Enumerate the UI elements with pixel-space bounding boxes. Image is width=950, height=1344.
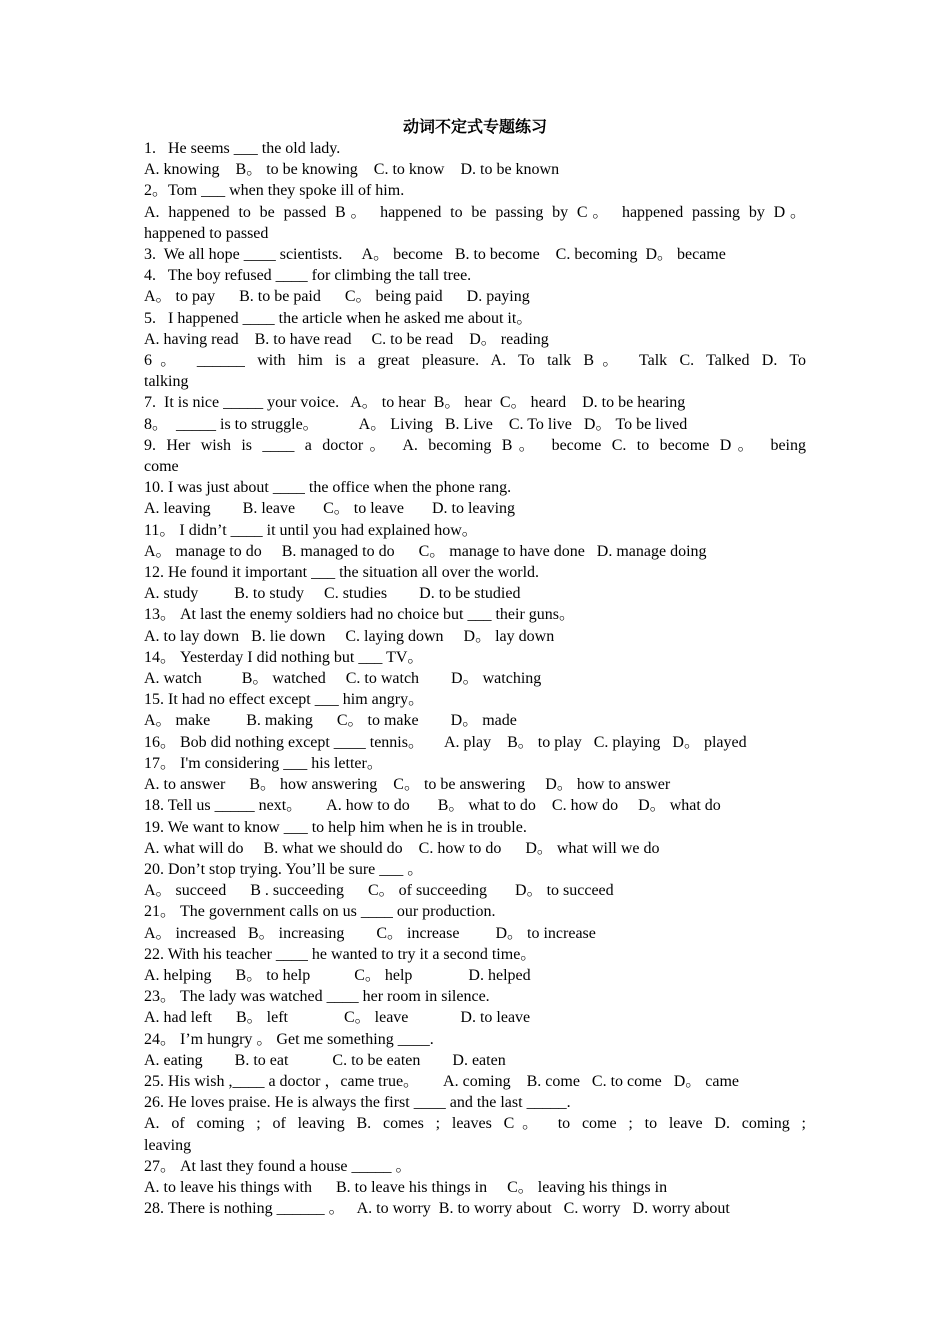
- text-line: A. helping B。 to help C。 help D. helped: [144, 966, 531, 984]
- text-line: 20. Don’t stop trying. You’ll be sure ___ 。: [144, 860, 424, 878]
- text-line: come: [144, 458, 179, 476]
- page-title: 动词不定式专题练习: [402, 117, 547, 136]
- text-line: A. to lay down B. lie down C. laying down D。 lay down: [144, 627, 555, 645]
- text-line: A. eating B. to eat C. to be eaten D. eaten: [144, 1051, 506, 1069]
- text-line: A。 increased B。 increasing C。 increase D。 to increase: [144, 924, 596, 942]
- text-line: 25. His wish ,____ a doctor ，came true。 A. coming B. come C. to come D。 came: [144, 1072, 739, 1090]
- text-line: 15. It had no effect except ___ him angry。: [144, 691, 425, 709]
- text-line: leaving: [144, 1136, 192, 1154]
- worksheet-page: [144, 116, 806, 1219]
- text-line: talking: [144, 373, 189, 391]
- text-line: 23。 The lady was watched ____ her room in silence.: [144, 988, 490, 1006]
- text-line: A. having read B. to have read C. to be read D。 reading: [144, 330, 549, 348]
- text-line: A. happened to be passed B。 happened to be passing by C。 happened passing by D。: [144, 203, 806, 221]
- text-line: 3. We all hope ____ scientists. A。 become B. to become C. becoming D。 became: [144, 246, 726, 264]
- text-line: 9. Her wish is ____ a doctor。 A. becoming B。 become C. to become D。 being: [144, 436, 806, 454]
- text-line: A. knowing B。 to be knowing C. to know D. to be known: [144, 161, 560, 179]
- text-line: A. leaving B. leave C。 to leave D. to leaving: [144, 500, 516, 518]
- text-line: 22. With his teacher ____ he wanted to try it a second time。: [144, 945, 537, 963]
- text-line: 24。 I’m hungry 。 Get me something ____.: [144, 1030, 434, 1048]
- text-line: 8。 _____ is to struggle。 A。 Living B. Live C. To live D。 To be lived: [144, 415, 688, 433]
- text-line: 19. We want to know ___ to help him when he is in trouble.: [144, 818, 527, 836]
- question-list: [144, 138, 806, 1219]
- text-line: A. had left B。 left C。 leave D. to leave: [144, 1009, 531, 1027]
- text-line: A. study B. to study C. studies D. to be studied: [144, 585, 521, 603]
- text-line: 7. It is nice _____ your voice. A。 to hear B。 hear C。 heard D. to be hearing: [144, 394, 686, 412]
- text-line: A。 to pay B. to be paid C。 being paid D. paying: [144, 288, 530, 306]
- text-line: 27。 At last they found a house _____ 。: [144, 1157, 412, 1175]
- text-line: A. to answer B。 how answering C。 to be answering D。 how to answer: [144, 776, 671, 794]
- text-line: A. watch B。 watched C. to watch D。 watching: [144, 670, 542, 688]
- text-line: happened to passed: [144, 224, 269, 242]
- text-line: A。 succeed B . succeeding C。 of succeeding D。 to succeed: [144, 882, 614, 900]
- text-line: 13。 At last the enemy soldiers had no choice but ___ their guns。: [144, 606, 576, 624]
- text-line: 17。 I'm considering ___ his letter。: [144, 754, 383, 772]
- text-line: 1. He seems ___ the old lady.: [144, 140, 341, 157]
- text-line: A. of coming ; of leaving B. comes ; leaves C。 to come ; to leave D. coming ;: [144, 1115, 806, 1133]
- text-line: 16。 Bob did nothing except ____ tennis。 A. play B。 to play C. playing D。 played: [144, 733, 747, 751]
- text-line: A. to leave his things with B. to leave his things in C。 leaving his things in: [144, 1178, 668, 1196]
- text-line: 18. Tell us _____ next。 A. how to do B。 what to do C. how do D。 what do: [144, 797, 721, 815]
- text-line: 12. He found it important ___ the situation all over the world.: [144, 564, 540, 582]
- text-line: 5. I happened ____ the article when he asked me about it。: [144, 309, 533, 327]
- text-line: 21。 The government calls on us ____ our production.: [144, 903, 496, 921]
- text-line: 11。 I didn’t ____ it until you had explained how。: [144, 521, 478, 539]
- text-line: 26. He loves praise. He is always the first ____ and the last _____.: [144, 1094, 571, 1112]
- text-line: 10. I was just about ____ the office when the phone rang.: [144, 479, 512, 497]
- text-line: 2。Tom ___ when they spoke ill of him.: [144, 182, 405, 200]
- text-line: 14。 Yesterday I did nothing but ___ TV。: [144, 648, 424, 666]
- text-line: 6。 ______ with him is a great pleasure. A. To talk B。 Talk C. Talked D. To: [144, 352, 806, 370]
- text-line: A. what will do B. what we should do C. how to do D。 what will we do: [144, 839, 660, 857]
- text-line: A。 make B. making C。 to make D。 made: [144, 712, 517, 730]
- text-line: A。 manage to do B. managed to do C。 manage to have done D. manage doing: [144, 542, 707, 560]
- text-line: 28. There is nothing ______ 。 A. to worry B. to worry about C. worry D. worry about: [144, 1200, 730, 1218]
- text-line: 4. The boy refused ____ for climbing the tall tree.: [144, 267, 472, 285]
